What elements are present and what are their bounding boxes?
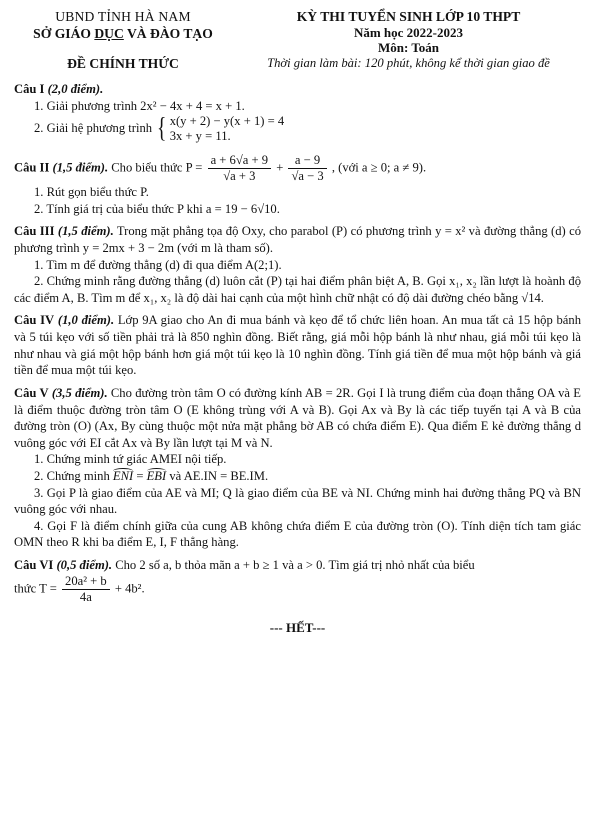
question-3 xyxy=(14,223,581,306)
question-5 xyxy=(14,385,581,551)
question-2-item-2: 2. Tính giá trị của biểu thức P khi a = 19 − 6√10. xyxy=(34,201,280,216)
fraction-1 xyxy=(208,153,271,184)
question-5-title: Câu V xyxy=(14,385,49,400)
question-5-item-3: 3. Gọi P là giao điểm của AE và MI; Q là giao điểm của BE và NI. Chứng minh hai đường thẳng PQ và BN vuông góc với nhau. xyxy=(14,485,581,517)
fraction-1-denominator: √a + 3 xyxy=(223,169,256,184)
time-allowed: Thời gian làm bài: 120 phút, không kể thời gian giao đề xyxy=(267,56,550,70)
fraction-1-numerator: a + 6√a + 9 xyxy=(208,153,271,169)
equation-system xyxy=(155,114,284,144)
question-4 xyxy=(14,312,581,378)
question-1-item-1: 1. Giải phương trình 2x² − 4x + 4 = x + 1. xyxy=(34,98,245,113)
brace-icon: { xyxy=(157,113,167,145)
fraction-t-denominator: 4a xyxy=(79,589,92,604)
fraction-2-denominator: √a − 3 xyxy=(291,169,324,184)
document-header xyxy=(14,8,581,72)
question-2-points: (1,5 điểm). xyxy=(52,160,109,175)
question-5-item-2 xyxy=(14,468,581,485)
department-part-3: VÀ ĐÀO TẠO xyxy=(123,26,213,41)
question-5-item-2-start: 2. Chứng minh xyxy=(34,468,110,483)
question-2-title: Câu II xyxy=(14,160,50,175)
question-3-intro: Trong mặt phẳng tọa độ Oxy, cho parabol (P) có phương trình y = x² và đường thẳng (d) có phương trình y = 2mx + 3 − 2m (với m là tham số). xyxy=(14,224,582,256)
question-4-title: Câu IV xyxy=(14,313,55,328)
question-3-item-1: 1. Tìm m để đường thẳng (d) đi qua điểm A(2;1). xyxy=(34,257,282,272)
subject: Môn: Toán xyxy=(377,40,440,55)
question-1-item-2 xyxy=(14,114,581,144)
department-name xyxy=(14,25,232,42)
arc-angle-eni: ENI xyxy=(112,468,134,483)
question-2-intro: Cho biểu thức P = xyxy=(111,160,203,175)
question-6-tail: + 4b². xyxy=(114,581,145,596)
question-3-points: (1,5 điểm). xyxy=(57,224,114,239)
fraction-t xyxy=(62,574,110,605)
plus-sign: + xyxy=(276,160,284,175)
question-5-intro: Cho đường tròn tâm O có đường kính AB = 2R. Gọi I là trung điểm của đoạn thẳng OA và E là điểm thuộc đường tròn tâm O (E không trùng với A và B). Gọi Ax và By là các tiếp tuyến tại A và B của đường tròn (O) (Ax, By cùng thuộc một nửa mặt phẳng bờ AB có chứa điểm E). Qua điểm E kẻ đường thẳng d vuông góc với EI cắt Ax và By lần lượt tại M và N. xyxy=(14,385,581,450)
department-part-1: SỞ GIÁO xyxy=(33,26,95,41)
authority-name: UBND TỈNH HÀ NAM xyxy=(55,9,191,24)
equation-row-2: 3x + y = 11. xyxy=(169,129,231,144)
question-4-points: (1,0 điểm). xyxy=(57,313,115,328)
question-6-thuc: thức T = xyxy=(14,581,57,596)
fraction-2-numerator: a − 9 xyxy=(288,153,326,169)
question-6-points: (0,5 điểm). xyxy=(56,558,113,573)
equals-sign: = xyxy=(133,468,147,483)
question-6 xyxy=(14,557,581,605)
question-2-item-1: 1. Rút gọn biểu thức P. xyxy=(34,185,149,200)
header-left xyxy=(14,8,232,72)
question-2-condition: , (với a ≥ 0; a ≠ 9). xyxy=(331,160,427,175)
question-6-intro: Cho 2 số a, b thỏa mãn a + b ≥ 1 và a > 0. Tìm giá trị nhỏ nhất của biểu xyxy=(115,558,475,573)
question-3-title: Câu III xyxy=(14,224,55,239)
official-label: ĐỀ CHÍNH THỨC xyxy=(67,56,179,71)
header-right xyxy=(236,8,581,72)
school-year: Năm học 2022-2023 xyxy=(353,25,464,40)
end-marker: --- HẾT--- xyxy=(269,619,326,635)
question-6-title: Câu VI xyxy=(14,558,54,573)
exam-title: KỲ THI TUYỂN SINH LỚP 10 THPT xyxy=(296,9,521,24)
question-5-points: (3,5 điểm). xyxy=(51,385,108,400)
fraction-2 xyxy=(288,153,326,184)
question-1-item-2-label: 2. Giải hệ phương trình xyxy=(34,121,153,136)
question-3-item-2: 2. Chứng minh rằng đường thẳng (d) luôn cắt (P) tại hai điểm phân biệt A, B. Gọi x₁, x₂ lần lượt là hoành độ các điểm A, B. Tìm m để x₁, x₂ là độ dài hai cạnh của một hình chữ nhật có độ dài đường chéo bằng √14. xyxy=(14,274,581,305)
question-4-text: Lớp 9A giao cho An đi mua bánh và kẹo để tổ chức liên hoan. An mua tất cả 15 hộp bánh và 5 túi kẹo với số tiền phải trả là 850 nghìn đồng. Biết rằng, giá mỗi hộp bánh là như nhau, giá mỗi túi kẹo là như nhau và giá một hộp bánh hơn giá một túi kẹo là 10 nghìn đồng. Tính giá tiền để mua một hộp bánh và giá tiền để mua một túi kẹo. xyxy=(14,313,581,378)
department-part-2: DỤC xyxy=(94,26,124,41)
question-5-item-1: 1. Chứng minh tứ giác AMEI nội tiếp. xyxy=(34,452,227,467)
question-1-points: (2,0 điểm). xyxy=(47,82,104,96)
question-5-item-2-end: và AE.IN = BE.IM. xyxy=(166,468,269,483)
question-1-title: Câu I xyxy=(14,82,45,96)
question-1 xyxy=(14,81,581,144)
question-2 xyxy=(14,153,581,217)
arc-angle-ebi: EBI xyxy=(146,468,167,483)
fraction-t-numerator: 20a² + b xyxy=(62,574,110,590)
question-5-item-4: 4. Gọi F là điểm chính giữa của cung AB không chứa điểm E của đường tròn (O). Tính diện tích tam giác OMN theo R khi ba điểm E, I, F thẳng hàng. xyxy=(14,518,581,550)
equation-row-1: x(y + 2) − y(x + 1) = 4 xyxy=(169,114,285,129)
